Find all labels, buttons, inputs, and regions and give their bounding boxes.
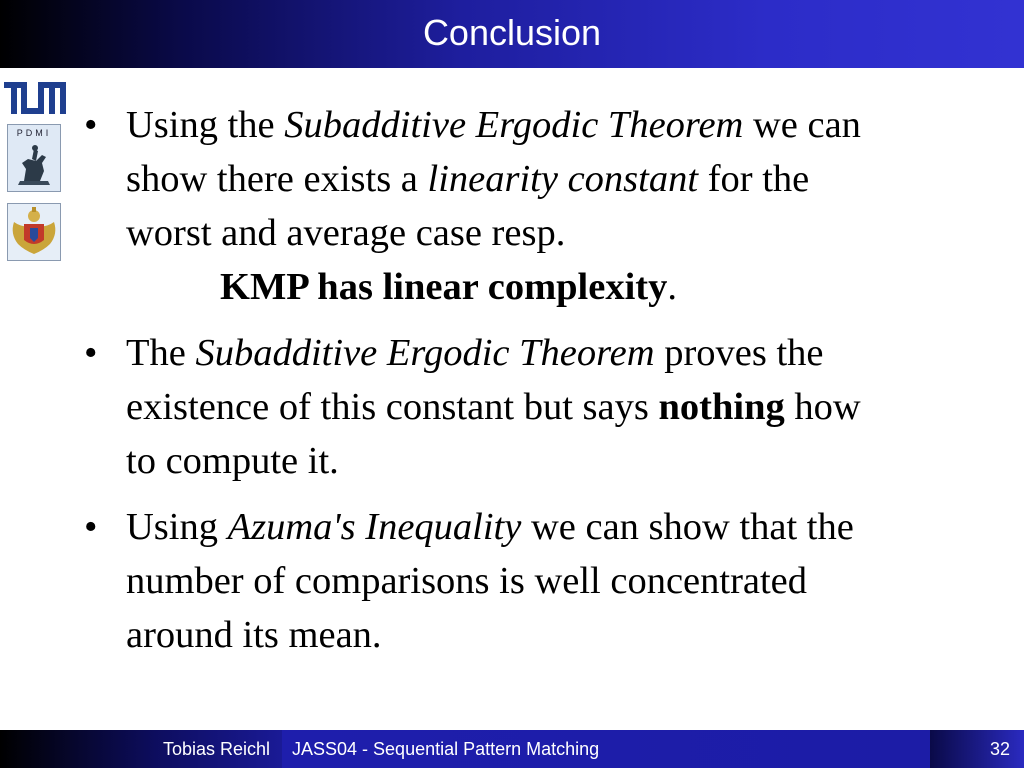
text-line: around its mean. <box>126 614 382 656</box>
slide-content <box>84 98 1014 674</box>
pdmi-logo <box>7 124 61 192</box>
key-result-line: KMP has linear complexity. <box>220 266 677 308</box>
emphasis-term: Subadditive Ergodic Theorem <box>284 104 744 146</box>
footer-page-section <box>930 730 1024 768</box>
text-line: show there exists a linearity constant for the <box>126 158 810 200</box>
horseman-emblem-icon <box>8 141 60 191</box>
slide-title: Conclusion <box>422 12 602 53</box>
bullet-item <box>84 500 1014 662</box>
bullet-marker: • <box>84 104 98 146</box>
bullet-marker: • <box>84 506 98 548</box>
title-bar <box>0 0 1024 68</box>
bullet-item <box>84 326 1014 488</box>
emphasis-term: linearity constant <box>427 158 699 200</box>
bullet-item <box>84 98 1014 314</box>
text-line: The Subadditive Ergodic Theorem proves the <box>126 332 824 374</box>
pdmi-logo-text: PDMI <box>16 128 52 138</box>
crest-logo <box>7 203 61 261</box>
footer-title-section <box>282 730 930 768</box>
emphasis-term: Subadditive Ergodic Theorem <box>195 332 655 374</box>
footer-talk-title: JASS04 - Sequential Pattern Matching <box>292 739 600 759</box>
key-result: KMP has linear complexity <box>220 266 668 308</box>
coat-of-arms-icon <box>8 204 60 260</box>
page-number: 32 <box>989 739 1010 759</box>
bullet-marker: • <box>84 332 98 374</box>
footer-bar <box>0 730 1024 768</box>
footer-author-section <box>0 730 282 768</box>
text-line: Using Azuma's Inequality we can show that the <box>126 506 854 548</box>
tum-logo <box>4 82 66 114</box>
text-line: number of comparisons is well concentrated <box>126 560 808 602</box>
footer-author: Tobias Reichl <box>162 739 270 759</box>
text-line: existence of this constant but says nothing how <box>126 386 861 428</box>
text-line: to compute it. <box>126 440 339 482</box>
text-line: Using the Subadditive Ergodic Theorem we can <box>126 104 861 146</box>
text-line: worst and average case resp. <box>126 212 566 254</box>
emphasis-word: nothing <box>658 386 785 428</box>
emphasis-term: Azuma's Inequality <box>227 506 522 548</box>
